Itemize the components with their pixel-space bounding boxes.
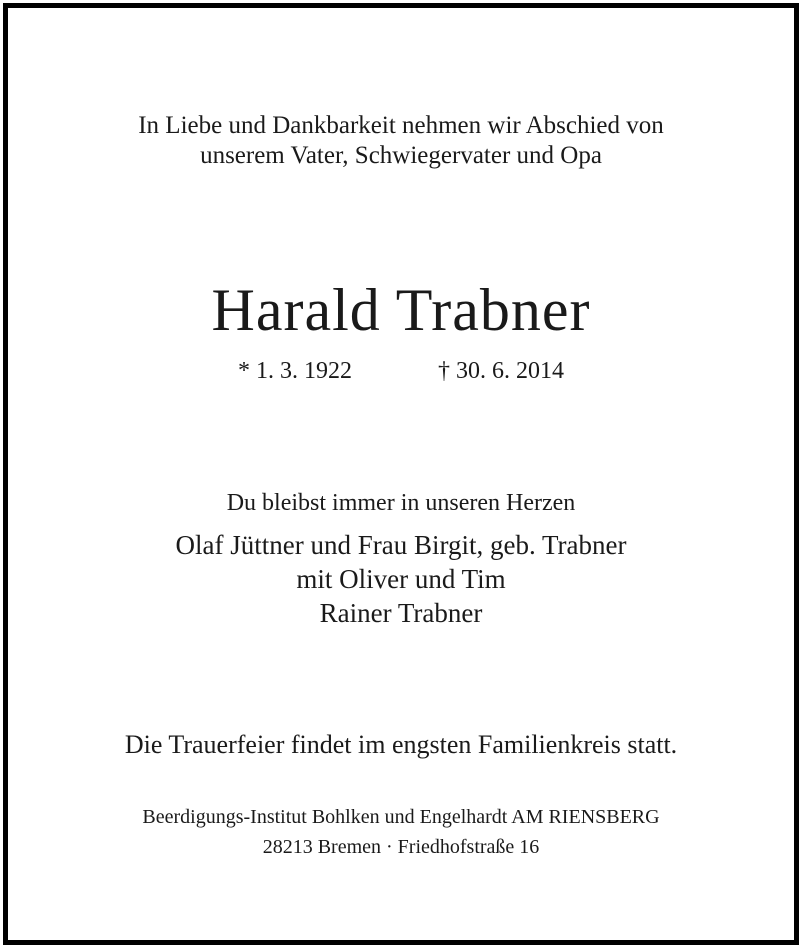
birth-date: * 1. 3. 1922 xyxy=(238,358,352,384)
family-line-2: mit Oliver und Tim xyxy=(296,564,506,594)
funeral-home-name: Beerdigungs-Institut Bohlken und Engelhardt AM RIENSBERG xyxy=(142,806,660,828)
funeral-home-address: 28213 Bremen · Friedhofstraße 16 xyxy=(262,836,540,858)
motto: Du bleibst immer in unseren Herzen xyxy=(226,490,576,516)
obituary-frame xyxy=(3,3,799,945)
family-line-1: Olaf Jüttner und Frau Birgit, geb. Trabner xyxy=(175,530,627,560)
death-date: † 30. 6. 2014 xyxy=(438,358,564,384)
funeral-notice: Die Trauerfeier findet im engsten Familienkreis statt. xyxy=(124,730,678,759)
life-dates xyxy=(8,358,794,385)
family-line-3: Rainer Trabner xyxy=(319,598,483,628)
intro-line-1: In Liebe und Dankbarkeit nehmen wir Abschied von xyxy=(138,112,664,139)
deceased-name: Harald Trabner xyxy=(211,277,591,343)
intro-line-2: unserem Vater, Schwiegervater und Opa xyxy=(200,142,602,169)
